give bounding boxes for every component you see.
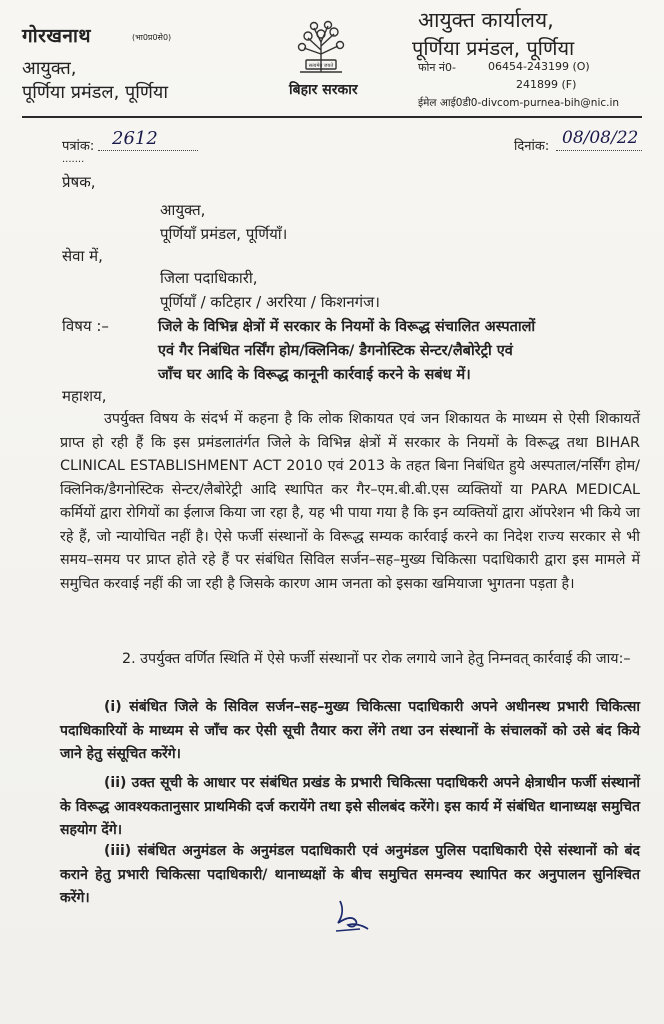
phone-office: 06454-243199 (O): [488, 60, 590, 73]
phone-label: फोन नं0-: [418, 61, 457, 74]
action-item-1: (i) संबंधित जिले के सिविल सर्जन–सह–मुख्य चिकित्सा पदाधिकारी अपने अधीनस्थ प्रभारी चिकित्सा पदाधिकारियों के माध्यम से जाँच कर ऐसी सूची तैयार करा लेंगे तथा उन संस्थानों के संचालकों को उसे बंद किये जाने हेतु संसूचित करेंगे।: [60, 699, 640, 762]
subject-line-1: जिले के विभिन्न क्षेत्रों में सरकार के नियमों के विरूद्ध संचालित अस्पतालों: [158, 319, 536, 335]
date-value: 08/08/22: [562, 128, 639, 148]
officer-name: गोरखनाथ: [22, 25, 92, 47]
subject-line-2: एवं गैर निबंधित नर्सिंग होम/क्लिनिक/ डैगनोस्टिक सेन्टर/लैबोरेट्री एवं: [158, 343, 513, 359]
recipient-label: सेवा में,: [62, 247, 103, 265]
sender-division: पूर्णियाँ प्रमंडल, पूर्णियाँ।: [160, 225, 288, 243]
letter-number-label: पत्रांक:: [62, 139, 95, 154]
letter-number-value: 2612: [112, 128, 158, 149]
officer-division: पूर्णिया प्रमंडल, पूर्णिया: [22, 82, 169, 103]
signature-icon: [330, 895, 374, 935]
office-division: पूर्णिया प्रमंडल, पूर्णिया: [412, 36, 575, 60]
sender-title: आयुक्त,: [160, 201, 206, 219]
action-item-3: (iii) संबंधित अनुमंडल के अनुमंडल पदाधिकारी एवं अनुमंडल पुलिस पदाधिकारी ऐसे संस्थानों को बंद कराने हेतु प्रभारी चिकित्सा पदाधिकारी/ थानाध्यक्षों के बीच समुचित समन्वय स्थापित कर अनुपालन सुनिश्चित करेंगे।: [60, 843, 640, 906]
paragraph-2: 2. उपर्युक्त वर्णित स्थिति में ऐसे फर्जी संस्थानों पर रोक लगाये जाने हेतु निम्नवत् कार्रवाई की जाय:–: [122, 651, 631, 667]
subject-line-3: जाँच घर आदि के विरूद्ध कानूनी कार्रवाई करने के सबंध में।: [158, 367, 471, 383]
letter-number-line: [98, 150, 198, 151]
subject-label: विषय :–: [62, 317, 109, 335]
recipient-districts: पूर्णियाँ / कटिहार / अररिया / किशनगंज।: [160, 293, 380, 311]
date-label: दिनांक:: [514, 139, 550, 154]
email-address: ईमेल आई0डी0-divcom-purnea-bih@nic.in: [418, 97, 620, 109]
paragraph-1: उपर्युक्त विषय के संदर्भ में कहना है कि लोक शिकायत एवं जन शिकायत के माध्यम से ऐसी शिकायतें प्राप्त हो रही हैं कि इस प्रमंडलातंर्गत जिले के विभिन्न क्षेत्रों में सरकार के नियमों के विरूद्ध तथा BIHAR CLINICAL ESTABLISHMENT ACT 2010 एवं 2013 के तहत बिना निबंधित हुये अस्पताल/नर्सिंग होम/क्लिनिक/डैगनोस्टिक सेन्टर/लैबोरेट्री आदि स्थापित कर गैर–एम.बी.बी.एस व्यक्तियों या PARA MEDICAL कर्मियों द्वारा रोगियों का ईलाज किया जा रहा है, यह भी पाया गया है कि इन व्यक्तियों द्वारा ऑपरेशन भी किये जा रहे हैं, जो न्यायोचित नहीं है। ऐसे फर्जी संस्थानों के विरूद्ध सम्यक कार्रवाई करने का निदेश राज्य सरकार से भी समय–समय पर प्राप्त होते रहे हैं पर संबंधित सिविल सर्जन–सह–मुख्य चिकित्सा पदाधिकारी द्वारा इस मामले में समुचित करवाई नहीं की जा रही है जिसके कारण आम जनता को इसका खमियाजा भुगतना पड़ता है।: [60, 411, 640, 592]
date-line: [556, 150, 642, 151]
government-label: बिहार सरकार: [289, 82, 358, 98]
officer-service: (भा0प्र0से0): [132, 33, 172, 42]
office-title: आयुक्त कार्यालय,: [418, 8, 554, 32]
officer-title: आयुक्त,: [22, 58, 77, 79]
header-divider: [22, 116, 642, 118]
sender-label: प्रेषक,: [62, 173, 96, 191]
action-item-2: (ii) उक्त सूची के आधार पर संबंधित प्रखंड के प्रभारी चिकित्सा पदाधिकरी अपने क्षेत्राधीन फर्जी संस्थानों के विरूद्ध आवश्यकतानुसार प्राथमिकी दर्ज करायेंगे तथा इसे सीलबंद करेंगे। इस कार्य में संबंधित थानाध्यक्ष समुचित सहयोग देंगे।: [60, 775, 640, 838]
emblem-motto: सत्यमेव जयते: [308, 63, 334, 69]
dotted-placeholder: .......: [62, 154, 85, 165]
recipient-title: जिला पदाधिकारी,: [160, 269, 258, 287]
phone-fax: 241899 (F): [516, 78, 577, 91]
bihar-emblem-icon: [286, 20, 356, 78]
salutation: महाशय,: [62, 387, 107, 405]
